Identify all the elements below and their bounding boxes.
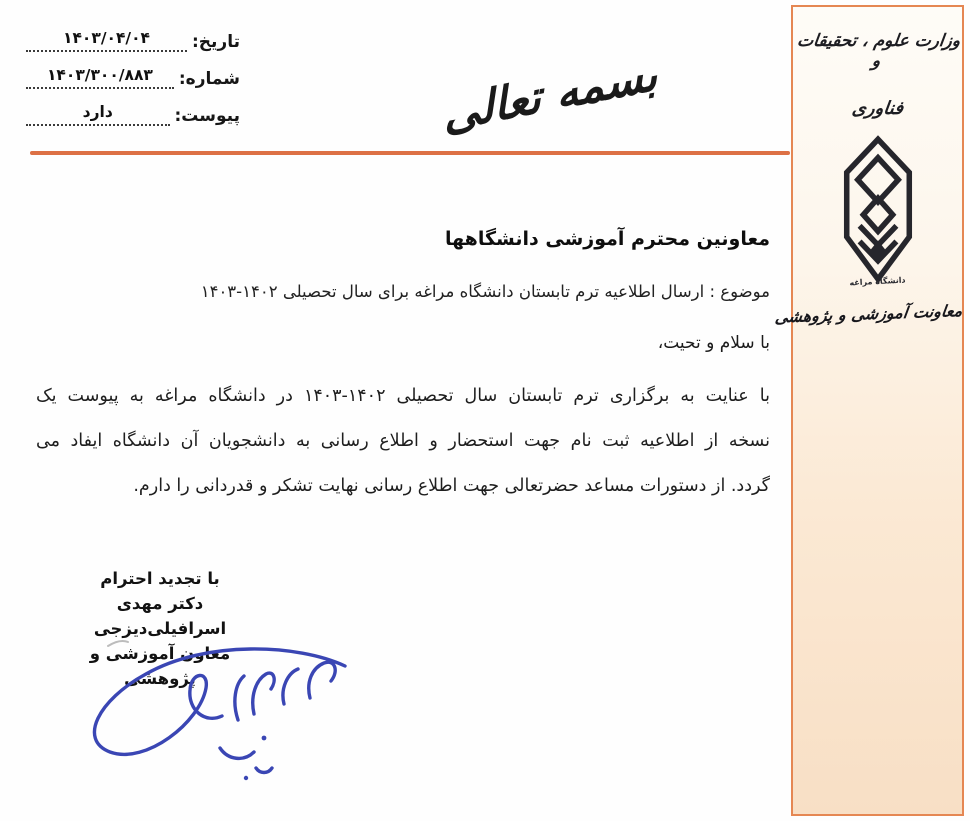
number-label: شماره: [178,69,240,89]
university-logo-caption: دانشگاه مراغه [849,275,906,288]
university-logo [832,133,924,291]
body-line-1: با عنایت به برگزاری ترم تابستان سال تحصیلی ۱۴۰۲-۱۴۰۳ در دانشگاه مراغه به پیوست یک [36,386,770,406]
date-dotted-line [26,30,187,52]
deputy-office-calligraphy: معاونت آموزشی و پژوهشی [774,301,964,327]
besmellah-calligraphy: بسمه تعالی [440,47,660,142]
signer-name: دکتر مهدی اسرافیلی‌دیزجی [93,594,227,638]
attachment-dotted-line [26,104,170,126]
signer-title: معاون آموزشی و پژوهشی [89,644,231,688]
number-value: ۱۴۰۳/۳۰۰/۸۸۳ [46,66,153,84]
body-line-3: گردد. از دستورات مساعد حضرتعالی جهت اطلاع رسانی نهایت تشکر و قدردانی را دارم. [133,476,770,496]
letter-meta-block [26,30,240,141]
date-row [26,30,240,52]
ministry-name-line1: وزارت علوم ، تحقیقات و [796,31,962,71]
closing-line: با تجدید احترام [100,569,220,588]
attachment-value: دارد [82,103,113,121]
attachment-row [26,104,240,126]
letterhead-sidebar [774,5,964,816]
number-dotted-line [26,67,174,89]
date-label: تاریخ: [192,32,240,52]
attachment-label: پیوست: [174,106,240,126]
header-divider-line [30,151,790,155]
body-line-2: نسخه از اطلاعیه ثبت نام جهت استحضار و اطلاع رسانی به دانشجویان آن دانشگاه ایفاد می [36,431,770,451]
handwritten-signature [58,626,368,786]
ministry-name-line2: فناوری [850,98,905,119]
salutation-line: با سلام و تحیت، [657,333,770,353]
subject-line: موضوع : ارسال اطلاعیه ترم تابستان دانشگاه مراغه برای سال تحصیلی ۱۴۰۲-۱۴۰۳ [200,282,770,301]
recipient-heading: معاونین محترم آموزشی دانشگاهها [444,228,770,250]
date-value: ۱۴۰۳/۰۴/۰۴ [62,29,150,47]
number-row [26,67,240,89]
